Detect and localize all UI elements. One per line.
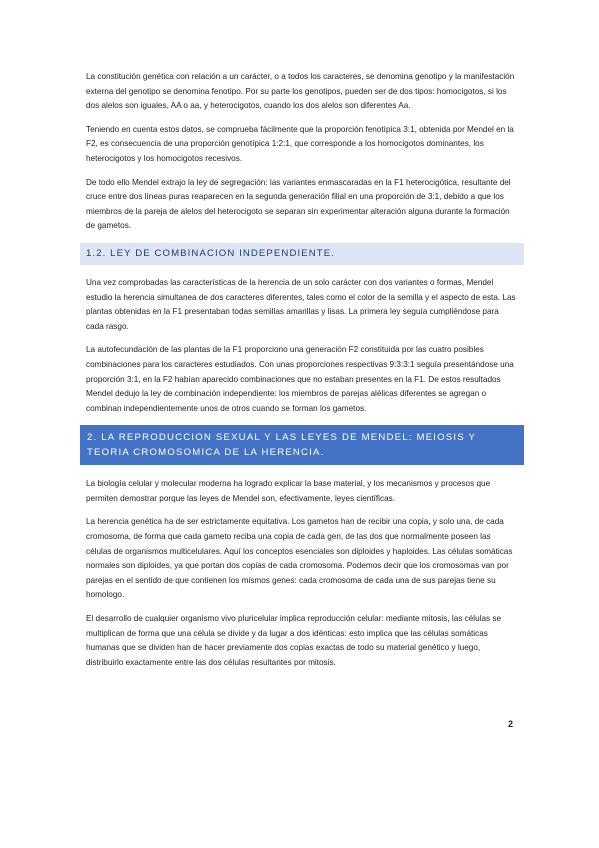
paragraph-desarrollo-organismo: El desarrollo de cualquier organismo vivo pluricelular implica reproducción celular: mediante mitosis, las células se multiplican de forma que una célula se divide y da lugar a dos idénticas: esto implica que las células somáticas humanas que se dividen han de hacer previamente dos copias exactas de todo su material genético y luego, distribuirlo exactamente entre las dos células resultantes por mitosis. bbox=[86, 614, 502, 667]
paragraph-proporcion-fenotipica: Teniendo en cuenta estos datos, se comprueba fácilmente que la proporción fenotípica 3:1, obtenida por Mendel en la F2, es consecuencia de una proporción genotípica 1:2:1, que corresponde a los homocigotos dominantes, los heterocigotos y los homocigotos recesivos. bbox=[86, 124, 514, 163]
page-number: 2 bbox=[508, 719, 514, 729]
paragraph-herencia-simultanea: Una vez comprobadas las características de la herencia de un solo carácter con dos variantes o formas, Mendel estudio la herencia simultanea de dos caracteres diferentes, tales como el color de la semilla y el aspecto de esta. Las plantas obtenidas en la F1 presentaban todas semillas amarillas y lisas. La primera ley seguía cumpliéndose para cada rasgo. bbox=[86, 277, 516, 331]
paragraph-autofecundacion: La autofecundación de las plantas de la F1 proporciono una generación F2 constituida por las cuatro posibles combinaciones para los caracteres estudiados. Con unas proporciones respectivas 9:3:3:1 seguía presentándose una proporción 3:1, en la F2 habían aparecido combinaciones que no estaban presentes en la F1. De estos resultados Mendel dedujo la ley de combinación independiente: los miembros de parejas alélicas diferentes se agregan o combinan independientemente unos de otros cuando se forman los gametos. bbox=[86, 345, 514, 413]
paragraph-ley-segregacion: De todo ello Mendel extrajo la ley de segregación: las variantes enmascaradas en la F1 heterocigótica, resultante del cruce entre dos líneas puras reaparecen en la segunda generación filial en una proporción de 3:1, debido a que los miembros de la pareja de alelos del heterocigoto se separan sin experimentar alteración alguna durante la formación de gametos. bbox=[86, 177, 511, 231]
section-heading-ley-combinacion: 1.2. LEY DE COMBINACION INDEPENDIENTE. bbox=[80, 243, 524, 265]
paragraph-herencia-equitativa: La herencia genética ha de ser estrictamente equitativa. Los gametos han de recibir una copia, y solo una, de cada cromosoma, de forma que cada gameto reciba una copia de cada gen, de las dos que normalmente poseen las células de organismos multicelulares. Aquí los conceptos esenciales son diploides y haploides. Las células somáticas normales son diploides, ya que portan dos copias de cada cromosoma. Podemos decir que los cromosomas van por parejas en el sentido de que contienen los mismos genes: cada cromosoma de cada una de sus parejas tiene su homologo. bbox=[86, 517, 513, 600]
paragraph-genotipo: La constitución genética con relación a un carácter, o a todos los caracteres, se denomina genotipo y la manifestación externa del genotipo se denomina fenotipo. Por su parte los genotipos, pueden ser de dos tipos: homocigotos, si los dos alelos son iguales, AA o aa, y heterocigotos, cuando los dos alelos son diferentes Aa. bbox=[86, 72, 515, 111]
page-content bbox=[86, 70, 518, 679]
paragraph-biologia-celular: La biología celular y molecular moderna ha logrado explicar la base material, y los mecanismos y procesos que permiten demostrar porque las leyes de Mendel son, efectivamente, leyes científicas. bbox=[86, 479, 491, 503]
section-heading-reproduccion-sexual: 2. LA REPRODUCCION SEXUAL Y LAS LEYES DE MENDEL: MEIOSIS Y TEORIA CROMOSOMICA DE LA HERENCIA. bbox=[80, 425, 524, 465]
